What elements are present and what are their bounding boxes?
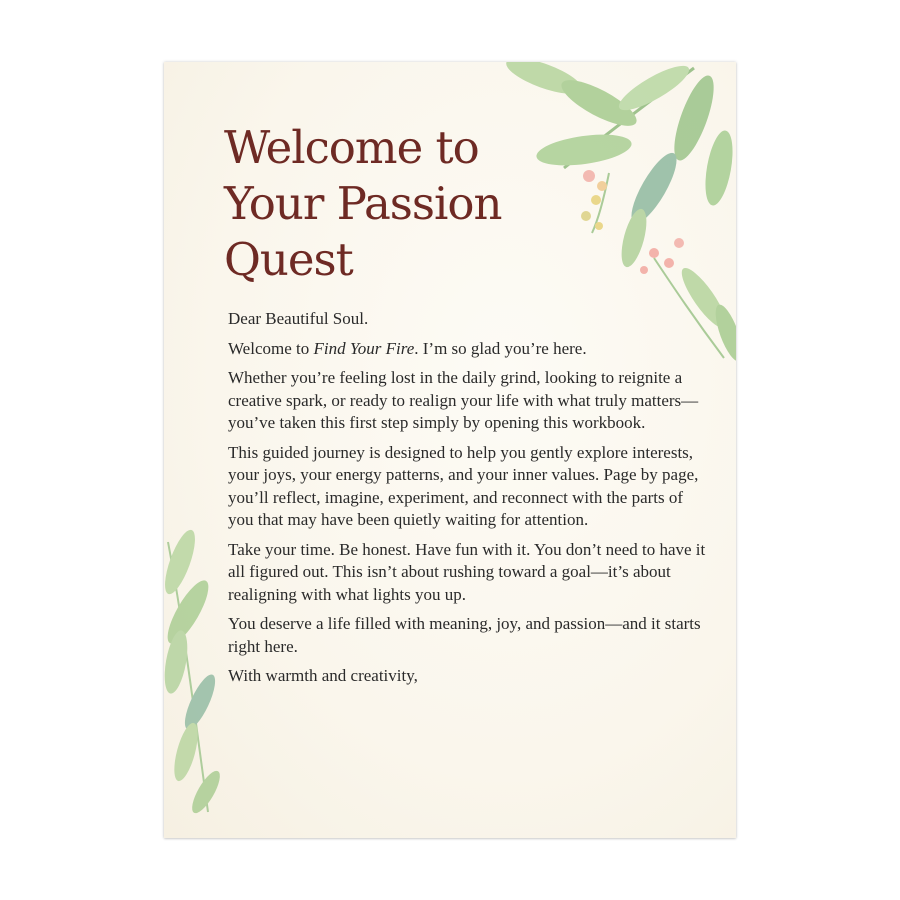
title-line: Your Passion bbox=[224, 177, 502, 230]
paragraph: Whether you’re feeling lost in the daily grind, looking to reignite a creative spark, or ready to realign your life with what truly matters—you’ve taken this first step simply by opening this workbook. bbox=[228, 368, 699, 432]
title-line: Quest bbox=[224, 233, 353, 286]
letter-body bbox=[228, 308, 706, 695]
paragraph: This guided journey is designed to help you gently explore interests, your joys, your energy patterns, and your inner values. Page by page, you’ll reflect, imagine, experiment, and reconnect with the parts of you that may have been quietly waiting for attention. bbox=[228, 442, 699, 529]
paragraph: Take your time. Be honest. Have fun with it. You don’t need to have it all figured out. This isn’t about rushing toward a goal—it’s about realigning with what lights you up. bbox=[228, 539, 706, 604]
welcome-prefix: Welcome to bbox=[228, 338, 314, 358]
paragraph: You deserve a life filled with meaning, joy, and passion—and it starts right here. bbox=[228, 614, 701, 656]
welcome-line bbox=[228, 338, 706, 361]
greeting: Dear Beautiful Soul. bbox=[228, 309, 369, 328]
welcome-suffix: . I’m so glad you’re here. bbox=[414, 338, 587, 358]
closing: With warmth and creativity, bbox=[228, 666, 418, 685]
book-title: Find Your Fire bbox=[313, 338, 415, 358]
page-title bbox=[224, 120, 624, 288]
watercolor-leaves-bottom-left bbox=[164, 522, 228, 822]
workbook-page bbox=[164, 62, 736, 838]
title-line: Welcome to bbox=[224, 121, 479, 174]
